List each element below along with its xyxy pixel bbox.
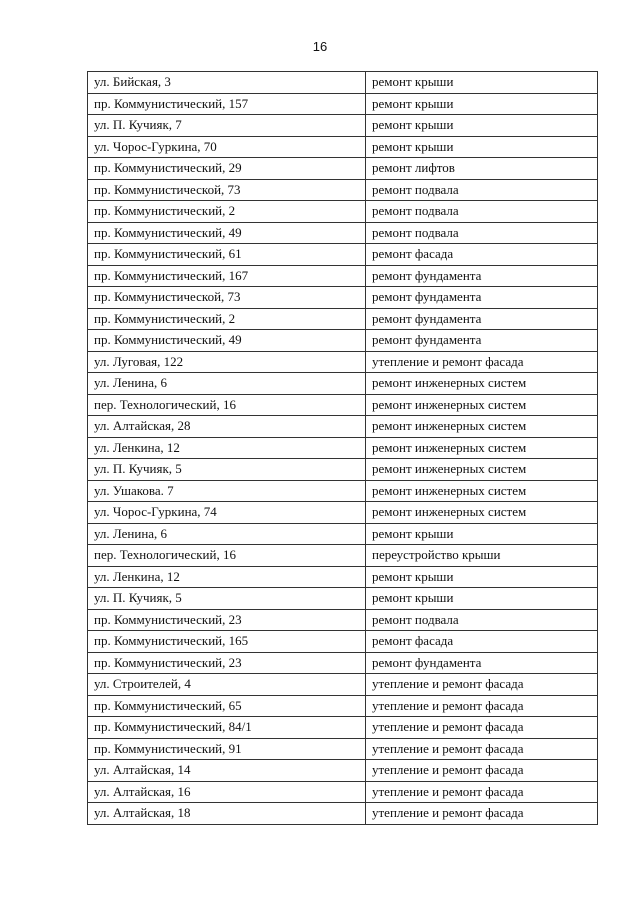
work-type-cell: ремонт фундамента <box>366 330 598 352</box>
address-cell: пер. Технологический, 16 <box>88 394 366 416</box>
address-cell: ул. Чорос-Гуркина, 74 <box>88 502 366 524</box>
address-cell: пр. Коммунистический, 29 <box>88 158 366 180</box>
table-row <box>88 674 598 696</box>
table-row <box>88 115 598 137</box>
work-type-cell: ремонт инженерных систем <box>366 394 598 416</box>
table-row <box>88 480 598 502</box>
table-row <box>88 201 598 223</box>
work-type-cell: утепление и ремонт фасада <box>366 738 598 760</box>
work-type-cell: ремонт подвала <box>366 609 598 631</box>
table-row <box>88 222 598 244</box>
address-cell: ул. Строителей, 4 <box>88 674 366 696</box>
address-cell: пр. Коммунистической, 73 <box>88 179 366 201</box>
address-cell: ул. Алтайская, 14 <box>88 760 366 782</box>
table-row <box>88 566 598 588</box>
address-cell: пер. Технологический, 16 <box>88 545 366 567</box>
address-cell: пр. Коммунистический, 23 <box>88 652 366 674</box>
work-type-cell: ремонт инженерных систем <box>366 416 598 438</box>
work-type-cell: ремонт крыши <box>366 115 598 137</box>
table-row <box>88 459 598 481</box>
table-row <box>88 609 598 631</box>
table-row <box>88 265 598 287</box>
table-row <box>88 287 598 309</box>
table-row <box>88 523 598 545</box>
work-type-cell: ремонт фундамента <box>366 308 598 330</box>
table-row <box>88 93 598 115</box>
address-cell: ул. П. Кучияк, 5 <box>88 459 366 481</box>
work-type-cell: ремонт инженерных систем <box>366 502 598 524</box>
address-cell: пр. Коммунистический, 2 <box>88 201 366 223</box>
repair-works-table-body <box>88 72 598 825</box>
work-type-cell: ремонт инженерных систем <box>366 373 598 395</box>
work-type-cell: ремонт фундамента <box>366 265 598 287</box>
table-row <box>88 781 598 803</box>
work-type-cell: ремонт лифтов <box>366 158 598 180</box>
work-type-cell: ремонт подвала <box>366 222 598 244</box>
work-type-cell: ремонт инженерных систем <box>366 459 598 481</box>
table-row <box>88 244 598 266</box>
address-cell: ул. Бийская, 3 <box>88 72 366 94</box>
table-row <box>88 72 598 94</box>
address-cell: ул. Алтайская, 28 <box>88 416 366 438</box>
address-cell: пр. Коммунистический, 165 <box>88 631 366 653</box>
address-cell: пр. Коммунистический, 91 <box>88 738 366 760</box>
address-cell: ул. Ленкина, 12 <box>88 566 366 588</box>
address-cell: ул. П. Кучияк, 7 <box>88 115 366 137</box>
address-cell: пр. Коммунистический, 2 <box>88 308 366 330</box>
table-row <box>88 695 598 717</box>
work-type-cell: ремонт инженерных систем <box>366 437 598 459</box>
address-cell: ул. Алтайская, 16 <box>88 781 366 803</box>
work-type-cell: утепление и ремонт фасада <box>366 695 598 717</box>
work-type-cell: утепление и ремонт фасада <box>366 674 598 696</box>
work-type-cell: ремонт фасада <box>366 244 598 266</box>
table-row <box>88 351 598 373</box>
work-type-cell: утепление и ремонт фасада <box>366 760 598 782</box>
table-row <box>88 631 598 653</box>
work-type-cell: ремонт крыши <box>366 136 598 158</box>
table-row <box>88 437 598 459</box>
work-type-cell: ремонт крыши <box>366 72 598 94</box>
table-row <box>88 136 598 158</box>
table-row <box>88 502 598 524</box>
address-cell: пр. Коммунистической, 73 <box>88 287 366 309</box>
address-cell: пр. Коммунистический, 157 <box>88 93 366 115</box>
address-cell: ул. Луговая, 122 <box>88 351 366 373</box>
work-type-cell: ремонт инженерных систем <box>366 480 598 502</box>
table-row <box>88 394 598 416</box>
table-row <box>88 330 598 352</box>
address-cell: ул. Ушакова. 7 <box>88 480 366 502</box>
address-cell: пр. Коммунистический, 167 <box>88 265 366 287</box>
work-type-cell: ремонт крыши <box>366 588 598 610</box>
address-cell: ул. Ленина, 6 <box>88 373 366 395</box>
table-row <box>88 588 598 610</box>
table-row <box>88 652 598 674</box>
table-row <box>88 416 598 438</box>
work-type-cell: ремонт фасада <box>366 631 598 653</box>
table-row <box>88 158 598 180</box>
work-type-cell: утепление и ремонт фасада <box>366 781 598 803</box>
address-cell: пр. Коммунистический, 84/1 <box>88 717 366 739</box>
address-cell: ул. Алтайская, 18 <box>88 803 366 825</box>
work-type-cell: утепление и ремонт фасада <box>366 351 598 373</box>
table-row <box>88 717 598 739</box>
work-type-cell: утепление и ремонт фасада <box>366 803 598 825</box>
address-cell: ул. Ленкина, 12 <box>88 437 366 459</box>
work-type-cell: ремонт фундамента <box>366 287 598 309</box>
page-number: 16 <box>312 39 328 54</box>
work-type-cell: ремонт подвала <box>366 201 598 223</box>
address-cell: пр. Коммунистический, 61 <box>88 244 366 266</box>
work-type-cell: утепление и ремонт фасада <box>366 717 598 739</box>
table-row <box>88 545 598 567</box>
repair-works-table <box>87 71 598 825</box>
work-type-cell: ремонт подвала <box>366 179 598 201</box>
table-row <box>88 308 598 330</box>
work-type-cell: ремонт крыши <box>366 93 598 115</box>
work-type-cell: ремонт крыши <box>366 566 598 588</box>
work-type-cell: переустройство крыши <box>366 545 598 567</box>
table-row <box>88 738 598 760</box>
table-row <box>88 373 598 395</box>
address-cell: ул. П. Кучияк, 5 <box>88 588 366 610</box>
work-type-cell: ремонт фундамента <box>366 652 598 674</box>
work-type-cell: ремонт крыши <box>366 523 598 545</box>
address-cell: пр. Коммунистический, 49 <box>88 222 366 244</box>
table-row <box>88 179 598 201</box>
table-row <box>88 803 598 825</box>
address-cell: пр. Коммунистический, 65 <box>88 695 366 717</box>
address-cell: ул. Чорос-Гуркина, 70 <box>88 136 366 158</box>
table-row <box>88 760 598 782</box>
address-cell: ул. Ленина, 6 <box>88 523 366 545</box>
address-cell: пр. Коммунистический, 23 <box>88 609 366 631</box>
address-cell: пр. Коммунистический, 49 <box>88 330 366 352</box>
